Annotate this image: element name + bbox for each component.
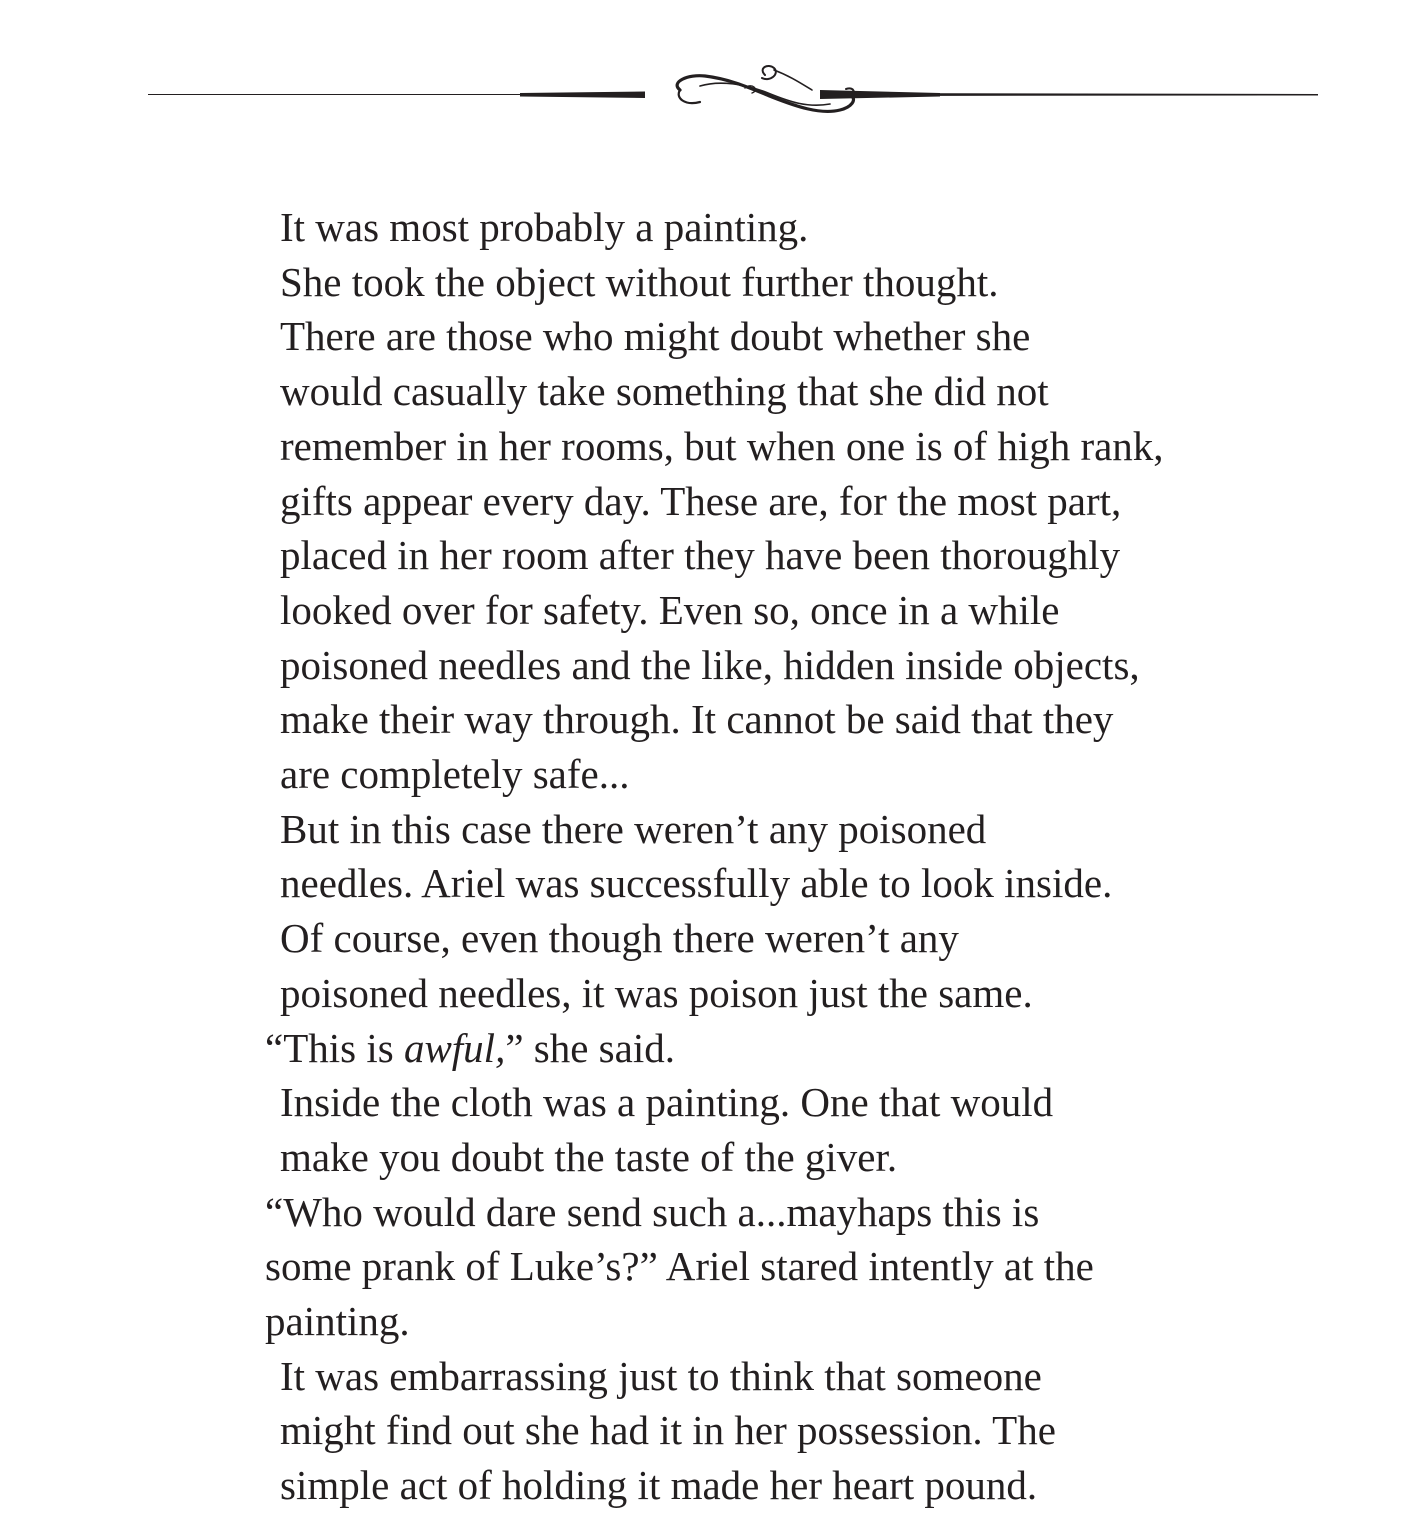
text-line: It was most probably a painting. — [280, 204, 809, 250]
text-line: poisoned needles and the like, hidden inside objects, — [280, 641, 1140, 688]
body-text — [210, 200, 1290, 1513]
flourish-divider-icon — [140, 60, 1325, 130]
paragraph — [210, 911, 1290, 1020]
paragraph — [210, 255, 1290, 310]
paragraph — [210, 309, 1290, 801]
dialogue-close: ” she said. — [505, 1024, 675, 1071]
text-line: She took the object without further thought. — [280, 258, 999, 305]
dialogue-paragraph — [210, 1021, 1290, 1076]
text-line: remember in her rooms, but when one is of high rank, — [280, 422, 1164, 469]
text-line: Inside the cloth was a painting. One that would — [280, 1079, 1054, 1126]
text-line: Of course, even though there weren’t any — [280, 915, 959, 962]
text-line: painting. — [265, 1298, 410, 1345]
emphasis-text: awful, — [403, 1024, 506, 1071]
text-line: would casually take something that she did not — [280, 368, 1049, 415]
text-line: poisoned needles, it was poison just the same. — [280, 969, 1033, 1016]
text-line: “Who would dare send such a...mayhaps this is — [265, 1188, 1040, 1235]
paragraph — [210, 1075, 1290, 1184]
dialogue-paragraph — [210, 1185, 1290, 1349]
paragraph — [210, 1349, 1290, 1513]
paragraph — [210, 200, 1290, 255]
paragraph — [210, 802, 1290, 911]
text-line: simple act of holding it made her heart pound. — [280, 1462, 1038, 1509]
text-line: There are those who might doubt whether she — [280, 313, 1031, 360]
text-line: are completely safe... — [280, 751, 630, 798]
text-line: might find out she had it in her possession. The — [280, 1407, 1056, 1454]
text-line: placed in her room after they have been thoroughly — [280, 532, 1121, 579]
dialogue-open: “This is — [265, 1024, 404, 1071]
text-line — [210, 1021, 1290, 1076]
text-line: some prank of Luke’s?” Ariel stared intently at the — [265, 1243, 1094, 1290]
text-line: needles. Ariel was successfully able to look inside. — [280, 860, 1113, 907]
text-line: make their way through. It cannot be said that they — [280, 696, 1114, 743]
text-line: gifts appear every day. These are, for the most part, — [280, 477, 1122, 524]
text-line: It was embarrassing just to think that someone — [280, 1352, 1042, 1399]
text-line: make you doubt the taste of the giver. — [280, 1133, 898, 1180]
text-line: But in this case there weren’t any poisoned — [280, 805, 987, 852]
text-line: looked over for safety. Even so, once in a while — [280, 586, 1060, 633]
